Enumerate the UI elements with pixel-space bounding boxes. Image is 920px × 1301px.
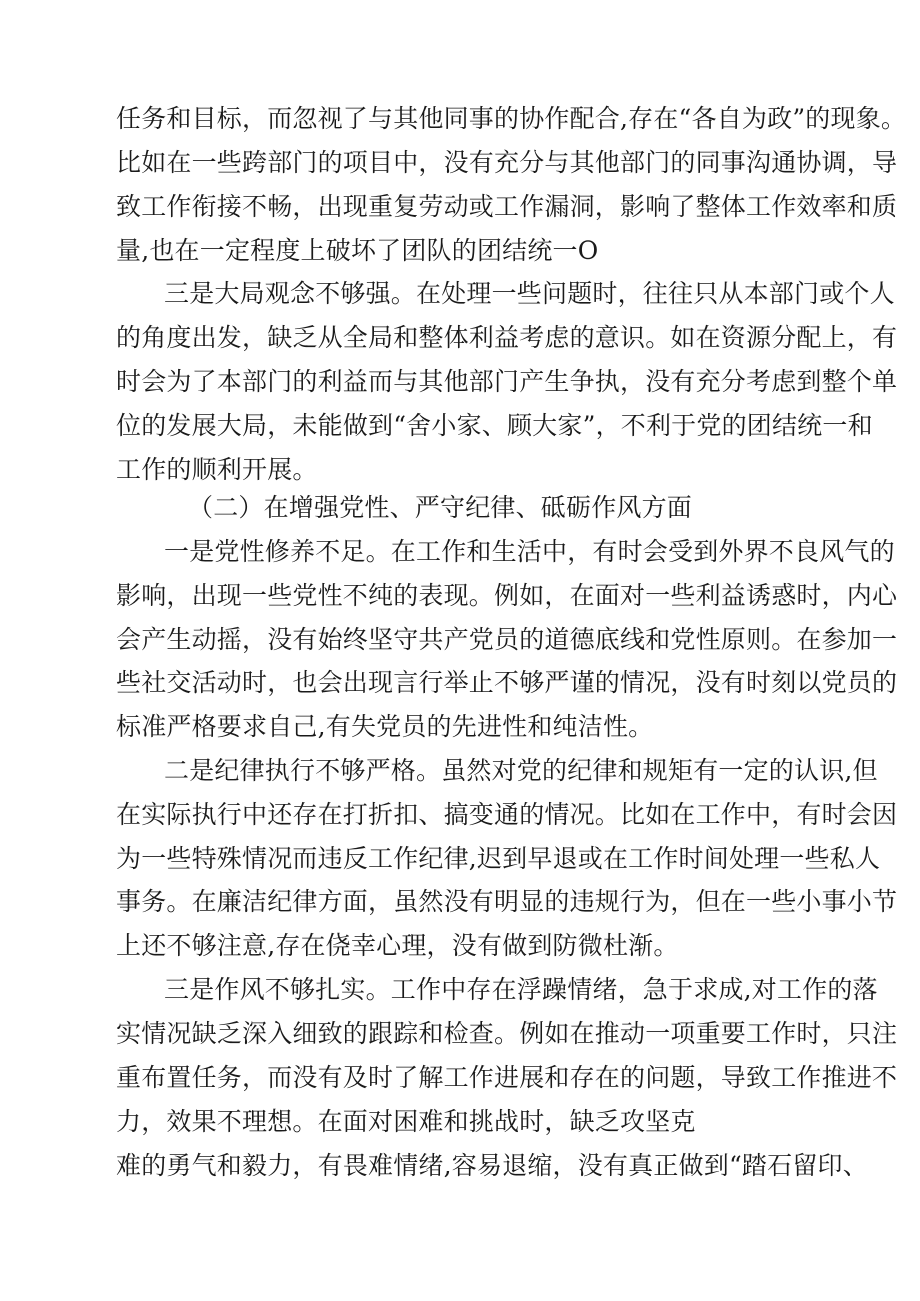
text-line: 重布置任务，而没有及时了解工作进展和存在的问题，导致工作推进不 xyxy=(116,1063,898,1092)
text-line: 比如在一些跨部门的项目中，没有充分与其他部门的同事沟通协调，导 xyxy=(116,148,898,177)
text-line: 标准严格要求自己,有失党员的先进性和纯洁性。 xyxy=(116,712,654,741)
text-line: 事务。在廉洁纪律方面，虽然没有明显的违规行为，但在一些小事小节 xyxy=(116,887,898,916)
section-heading: （二）在增强党性、严守纪律、砥砺作风方面 xyxy=(188,493,693,522)
text-line: 些社交活动时，也会出现言行举止不够严谨的情况，没有时刻以党员的 xyxy=(116,668,898,697)
text-line: 时会为了本部门的利益而与其他部门产生争执，没有充分考虑到整个单 xyxy=(116,367,898,396)
text-line: 难的勇气和毅力，有畏难情绪,容易退缩，没有真正做到“踏石留印、 xyxy=(116,1151,868,1180)
paragraph-first-line: 三是大局观念不够强。在处理一些问题时，往往只从本部门或个人 xyxy=(164,279,895,308)
text-line: 实情况缺乏深入细致的跟踪和检查。例如在推动一项重要工作时，只注 xyxy=(116,1019,898,1048)
text-line: 会产生动摇，没有始终坚守共产党员的道德底线和党性原则。在参加一 xyxy=(116,625,898,654)
text-line: 工作的顺利开展。 xyxy=(116,455,318,484)
paragraph-first-line: 三是作风不够扎实。工作中存在浮躁情绪，急于求成,对工作的落 xyxy=(164,975,878,1004)
text-line: 量,也在一定程度上破坏了团队的团结统一O xyxy=(116,236,599,265)
text-line: 致工作衔接不畅，出现重复劳动或工作漏洞，影响了整体工作效率和质 xyxy=(116,192,898,221)
text-line: 任务和目标，而忽视了与其他同事的协作配合,存在“各自为政”的现象。 xyxy=(116,104,907,133)
text-line: 力，效果不理想。在面对困难和挑战时，缺乏攻坚克 xyxy=(116,1107,696,1136)
text-line: 影响，出现一些党性不纯的表现。例如，在面对一些利益诱惑时，内心 xyxy=(116,581,898,610)
text-line: 上还不够注意,存在侥幸心理，没有做到防微杜渐。 xyxy=(116,931,679,960)
text-line: 的角度出发，缺乏从全局和整体利益考虑的意识。如在资源分配上，有 xyxy=(116,323,898,352)
paragraph-first-line: 一是党性修养不足。在工作和生活中，有时会受到外界不良风气的 xyxy=(164,537,895,566)
text-line: 位的发展大局，未能做到“舍小家、顾大家”，不利于党的团结统一和 xyxy=(116,411,873,440)
text-line: 为一些特殊情况而违反工作纪律,迟到早退或在工作时间处理一些私人 xyxy=(116,844,881,873)
paragraph-first-line: 二是纪律执行不够严格。虽然对党的纪律和规矩有一定的认识,但 xyxy=(164,756,878,785)
text-line: 在实际执行中还存在打折扣、搞变通的情况。比如在工作中，有时会因 xyxy=(116,800,898,829)
